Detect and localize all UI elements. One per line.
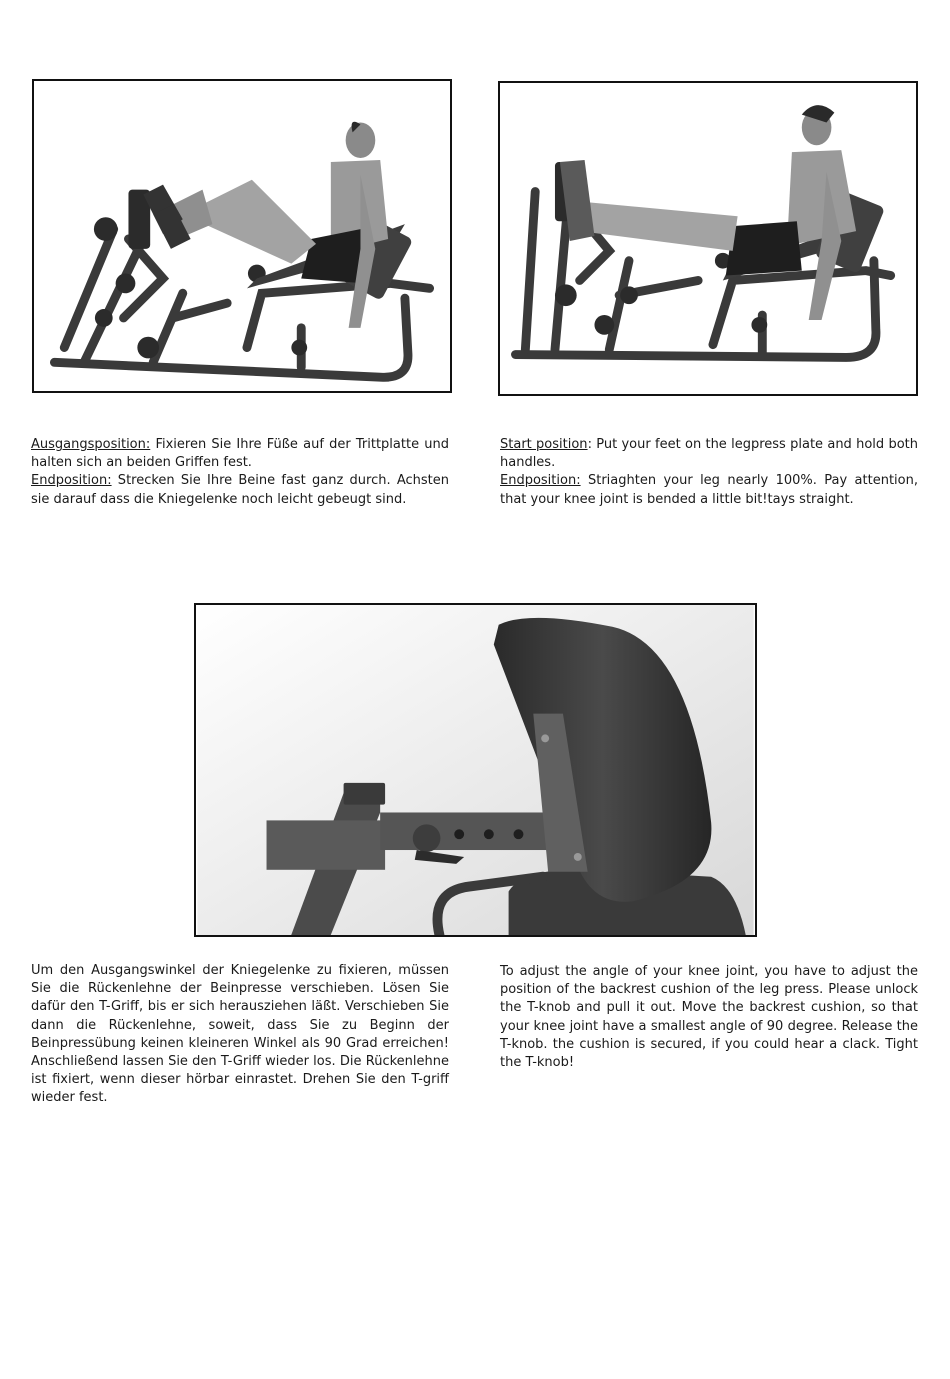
start-position-photo	[32, 79, 452, 393]
adjustment-en	[500, 963, 918, 1072]
instructions-de	[31, 436, 449, 509]
end-text-en: Striaghten your leg nearly 100%. Pay attention, that your knee joint is bended a little bit!tays straight.	[500, 473, 918, 507]
end-position-en	[500, 472, 918, 508]
backrest-t-knob-illustration	[196, 605, 755, 935]
adjustment-text-en: To adjust the angle of your knee joint, you have to adjust the position of the backrest cushion of the leg press. Please unlock the T-knob and pull it out. Move the backrest cushion, so that your knee joint have a smallest angle of 90 degree. Release the T-knob. the cushion is secured, if you could hear a clack. Tight the T-knob!	[500, 964, 918, 1071]
instructions-en	[500, 436, 918, 509]
start-label-en: Start position	[500, 437, 588, 452]
leg-press-end-illustration	[500, 83, 916, 394]
start-text-en: : Put your feet on the legpress plate and hold both handles.	[500, 437, 919, 471]
start-text-de: Fixieren Sie Ihre Füße auf der Trittplatte und halten sich an beiden Griffen fest.	[31, 437, 449, 471]
end-position-photo	[498, 81, 918, 396]
start-position-de	[31, 436, 449, 472]
end-label-en: Endposition:	[500, 473, 581, 489]
end-label-de: Endposition:	[31, 473, 112, 489]
adjustment-de	[31, 962, 449, 1108]
end-text-de: Strecken Sie Ihre Beine fast ganz durch. Achsten sie darauf dass die Kniegelenke noch leicht gebeugt sind.	[31, 473, 449, 507]
adjustment-text-de: Um den Ausgangswinkel der Kniegelenke zu fixieren, müssen Sie die Rückenlehne der Beinpresse verschieben. Lösen Sie dafür den T-Griff, bis er sich herausziehen läßt. Verschieben Sie dann die Rückenlehne, soweit, dass Sie zu Beginn der Beinpressübung keinen kleineren Winkel als 90 Grad erreichen! Anschließend lassen Sie den T-Griff wieder los. Die Rückenlehne ist fixiert, wenn dieser hörbar einrastet. Drehen Sie den T-griff wieder fest.	[31, 963, 449, 1106]
start-label-de: Ausgangsposition:	[31, 437, 151, 452]
leg-press-start-illustration	[34, 81, 450, 391]
backrest-adjustment-photo	[194, 603, 757, 937]
start-position-en	[500, 436, 918, 472]
end-position-de	[31, 472, 449, 508]
